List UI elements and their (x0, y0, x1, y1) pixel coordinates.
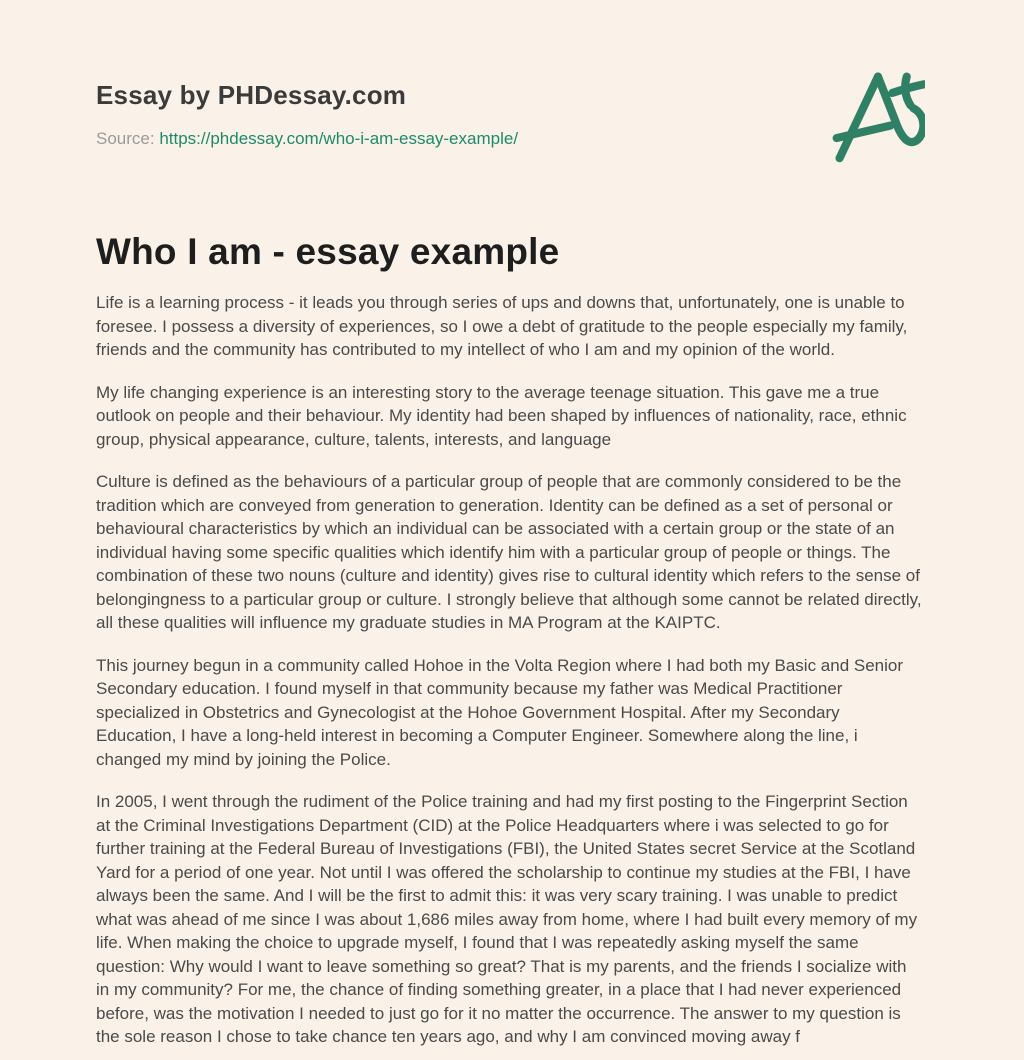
essay-body (96, 291, 924, 1049)
essay-paragraph: In 2005, I went through the rudiment of the Police training and had my first posting to the Fingerprint Section at the Criminal Investigations Department (CID) at the Police Headquarters where i was selected to go for further training at the Federal Bureau of Investigations (FBI), the United States secret Service at the Scotland Yard for a period of one year. Not until I was offered the scholarship to continue my studies at the FBI, I have always been the same. And I will be the first to admit this: it was very scary training. I was unable to predict what was ahead of me since I was about 1,686 miles away from home, where I had built every memory of my life. When making the choice to upgrade myself, I found that I was repeatedly asking myself the same question: Why would I want to leave something so great? That is my parents, and the friends I socialize with in my community? For me, the chance of finding something greater, in a place that I had never experienced before, was the motivation I needed to just go for it no matter the occurrence. The answer to my question is the sole reason I chose to take chance ten years ago, and why I am convinced moving away f (96, 792, 918, 1046)
essay-paragraph: Life is a learning process - it leads you through series of ups and downs that, unfortunately, one is unable to foresee. I possess a diversity of experiences, so I owe a debt of gratitude to the people especially my family, friends and the community has contributed to my intellect of who I am and my opinion of the world. (96, 293, 908, 359)
source-line (96, 130, 924, 148)
essay-paragraph: My life changing experience is an interesting story to the average teenage situation. This gave me a true outlook on people and their behaviour. My identity had been shaped by influences of nationality, race, ethnic group, physical appearance, culture, talents, interests, and language (96, 382, 907, 449)
essay-paragraph: Culture is defined as the behaviours of a particular group of people that are commonly considered to be the tradition which are conveyed from generation to generation. Identity can be defined as a set of personal or behavioural characteristics by which an individual can be associated with a certain group or the state of an individual having some specific qualities which identify him with a particular group of people or things. The combination of these two nouns (culture and identity) gives rise to cultural identity which refers to the sense of belongingness to a particular group or culture. I strongly believe that although some cannot be related directly, all these qualities will influence my graduate studies in MA Program at the KAIPTC. (96, 472, 922, 632)
phdessay-logo-icon (829, 66, 925, 164)
essay-paragraph: This journey begun in a community called Hohoe in the Volta Region where I had both my Basic and Senior Secondary education. I found myself in that community because my father was Medical Practitioner specialized in Obstetrics and Gynecologist at the Hohoe Government Hospital. After my Secondary Education, I have a long-held interest in becoming a Computer Engineer. Somewhere along the line, i changed my mind by joining the Police. (96, 655, 904, 769)
source-url-link[interactable]: https://phdessay.com/who-i-am-essay-example/ (159, 129, 519, 148)
essay-title: Who I am - essay example (96, 231, 560, 272)
document-header-title: Essay by PHDessay.com (96, 80, 407, 110)
source-label: Source: (96, 129, 155, 148)
